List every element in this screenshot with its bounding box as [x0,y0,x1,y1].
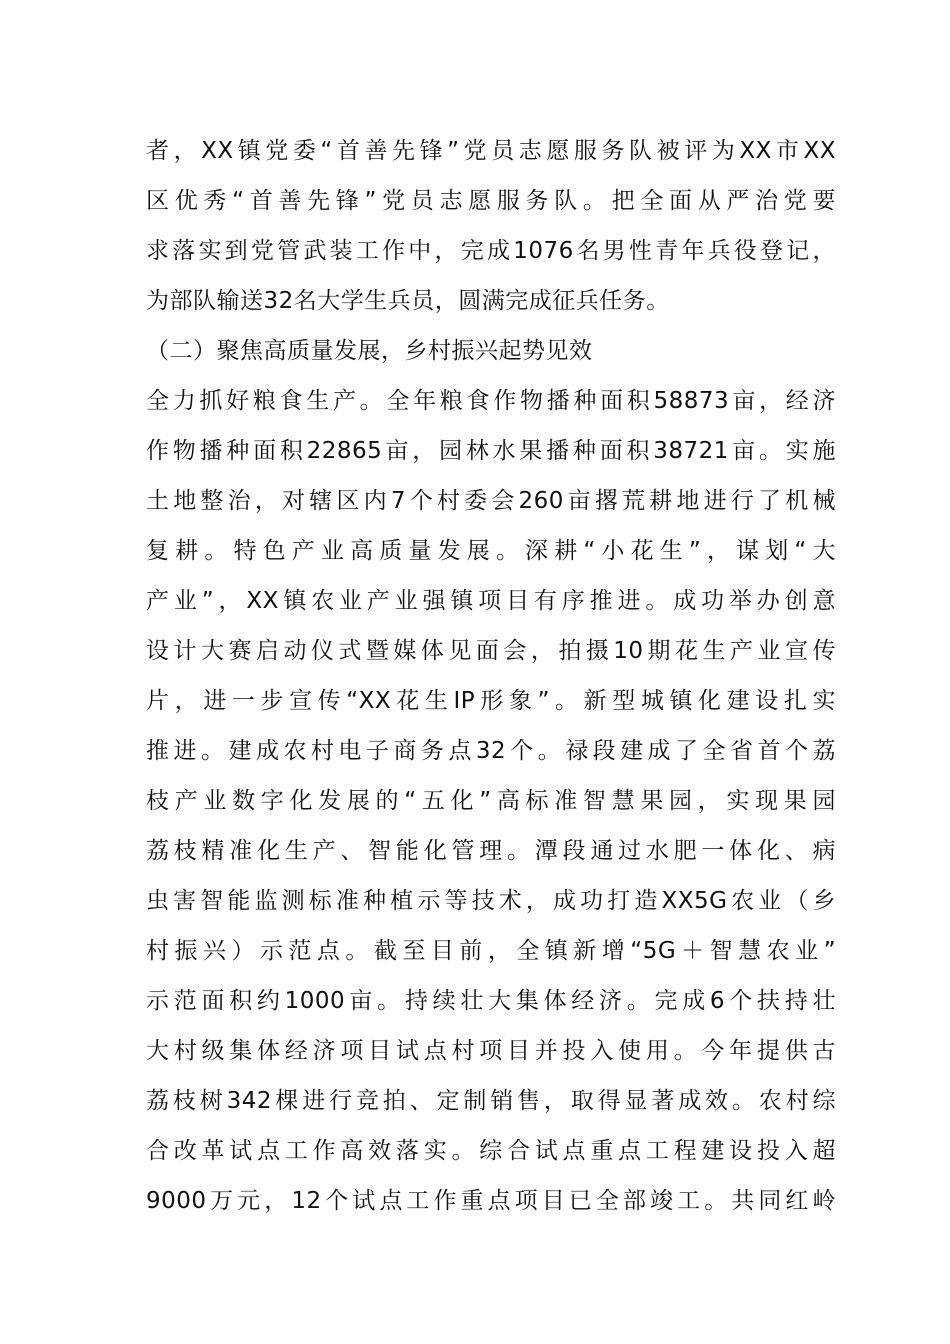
text-line: 9000万元，12个试点工作重点项目已全部竣工。共同红岭 [146,1188,836,1214]
body-text [146,126,836,1226]
text-line: 片，进一步宣传“XX花生IP形象”。新型城镇化建设扎实 [146,688,836,714]
text-line: 推进。建成农村电子商务点32个。禄段建成了全省首个荔 [146,738,836,764]
text-line: 荔枝树342棵进行竞拍、定制销售，取得显著成效。农村综 [146,1088,836,1114]
text-line: 全力抓好粮食生产。全年粮食作物播种面积58873亩，经济 [146,388,836,414]
text-line: 土地整治，对辖区内7个村委会260亩撂荒耕地进行了机械 [146,488,836,514]
paragraph-end-line: 为部队输送32名大学生兵员，圆满完成征兵任务。 [146,288,670,314]
text-line: 虫害智能监测标准种植示等技术，成功打造XX5G农业（乡 [146,888,836,914]
text-line: 者，XX镇党委“首善先锋”党员志愿服务队被评为XX市XX [146,138,836,164]
text-line: 大村级集体经济项目试点村项目并投入使用。今年提供古 [146,1038,836,1064]
text-line: 村振兴）示范点。截至目前，全镇新增“5G＋智慧农业” [146,938,836,964]
text-line: 求落实到党管武装工作中，完成1076名男性青年兵役登记， [146,238,836,264]
text-line: 合改革试点工作高效落实。综合试点重点工程建设投入超 [146,1138,836,1164]
text-line: 荔枝精准化生产、智能化管理。潭段通过水肥一体化、病 [146,838,836,864]
text-line: 示范面积约1000亩。持续壮大集体经济。完成6个扶持壮 [146,988,836,1014]
text-line: 作物播种面积22865亩，园林水果播种面积38721亩。实施 [146,438,836,464]
text-line: 产业”，XX镇农业产业强镇项目有序推进。成功举办创意 [146,588,836,614]
text-line: 区优秀“首善先锋”党员志愿服务队。把全面从严治党要 [146,188,836,214]
text-line: 复耕。特色产业高质量发展。深耕“小花生”，谋划“大 [146,538,836,564]
text-line: 枝产业数字化发展的“五化”高标准智慧果园，实现果园 [146,788,836,814]
text-line: 设计大赛启动仪式暨媒体见面会，拍摄10期花生产业宣传 [146,638,836,664]
section-heading: （二）聚焦高质量发展，乡村振兴起势见效 [146,338,593,364]
